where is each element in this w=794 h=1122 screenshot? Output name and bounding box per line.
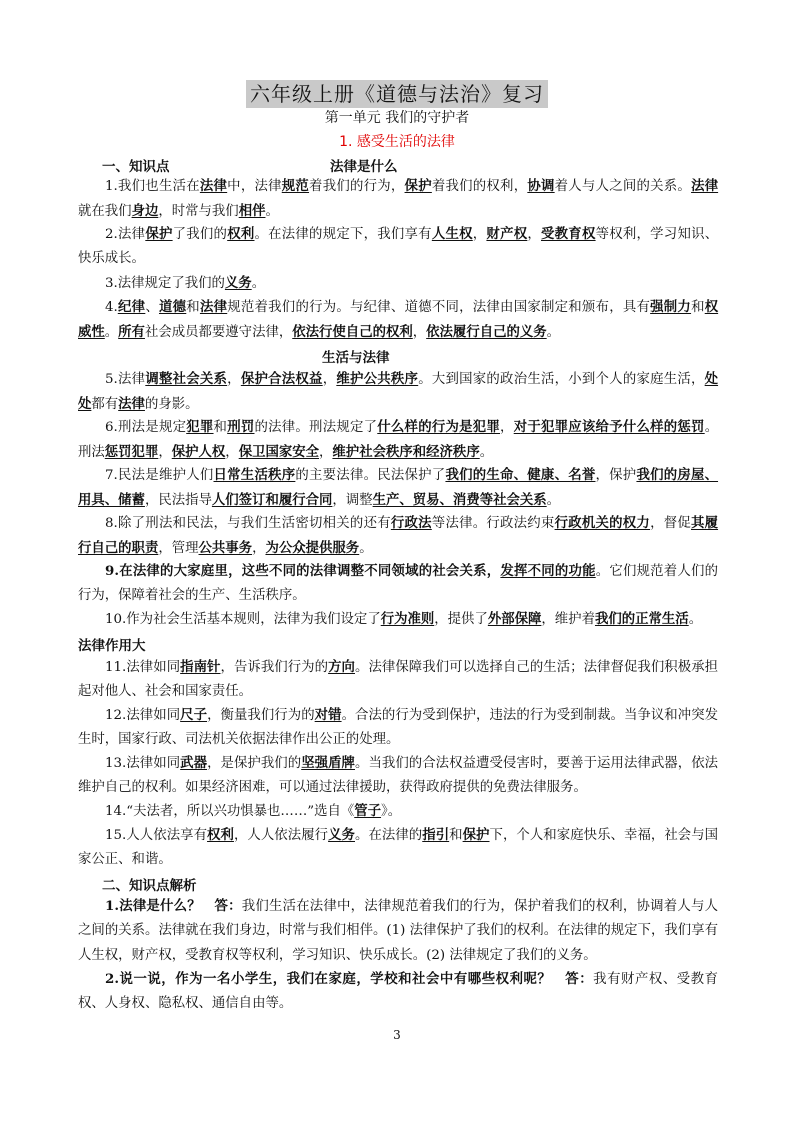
subheading-law-role: 法律作用大 (78, 638, 146, 654)
subheading-life-law: 生活与法律 (322, 350, 390, 366)
paragraph-4: 4.纪律、道德和法律规范着我们的行为。与纪律、道德不同，法律由国家制定和颁布，具有强制力和权威性。所有社会成员都要遵守法律，依法行使自己的权利，依法履行自己的义务。 (78, 299, 719, 341)
qa-2: 2.说一说，作为一名小学生，我们在家庭，学校和社会中有哪些权利呢？ 答：我有财产权、受教育权、人身权、隐私权、通信自由等。 (78, 971, 719, 1012)
paragraph-2: 2.法律保护了我们的权利。在法律的规定下，我们享有人生权，财产权，受教育权等权利，学习知识、快乐成长。 (78, 226, 719, 267)
paragraph-5: 5.法律调整社会关系，保护合法权益，维护公共秩序。大到国家的政治生活，小到个人的家庭生活，处处都有法律的身影。 (78, 371, 719, 413)
page-number: 3 (393, 1028, 401, 1042)
qa-1: 1.法律是什么？ 答：我们生活在法律中，法律规范着我们的行为，保护着我们的权利，协调着人与人之间的关系。法律就在我们身边，时常与我们相伴。(1) 法律保护了我们的权利。在法律的规定下，我们享有人生权，财产权，受教育权等权利，学习知识、快乐成长。(2) 法律规定了我们的义务。 (78, 898, 718, 963)
paragraph-12: 12.法律如同尺子，衡量我们行为的对错。合法的行为受到保护，违法的行为受到制裁。当争议和冲突发生时，国家行政、司法机关依据法律作出公正的处理。 (78, 707, 719, 748)
paragraph-14: 14.“夫法者，所以兴功惧暴也……”选自《管子》。 (105, 803, 402, 819)
paragraph-3: 3.法律规定了我们的义务。 (105, 275, 266, 291)
paragraph-1: 1.我们也生活在法律中，法律规范着我们的行为，保护着我们的权利，协调着人与人之间的关系。法律就在我们身边，时常与我们相伴。 (78, 178, 719, 220)
paragraph-11: 11.法律如同指南针，告诉我们行为的方向。法律保障我们可以选择自己的生活；法律督促我们积极承担起对他人、社会和国家责任。 (78, 659, 719, 700)
section-heading-knowledge: 一、知识点 (102, 159, 170, 175)
paragraph-6: 6.刑法是规定犯罪和刑罚的法律。刑法规定了什么样的行为是犯罪，对于犯罪应该给予什么样的惩罚。刑法惩罚犯罪，保护人权，保卫国家安全，维护社会秩序和经济秩序。 (78, 419, 719, 461)
paragraph-9: 9.在法律的大家庭里，这些不同的法律调整不同领域的社会关系，发挥不同的功能。它们规范着人们的行为，保障着社会的生产、生活秩序。 (78, 563, 719, 604)
paragraph-10: 10.作为社会生活基本规则，法律为我们设定了行为准则，提供了外部保障，维护着我们的正常生活。 (105, 611, 703, 627)
unit-heading: 第一单元 我们的守护者 (324, 110, 470, 126)
subheading-law-what: 法律是什么 (330, 159, 398, 175)
lesson-heading: 1. 感受生活的法律 (339, 134, 455, 150)
paragraph-7: 7.民法是维护人们日常生活秩序的主要法律。民法保护了我们的生命、健康、名誉，保护我们的房屋、用具、储蓄，民法指导人们签订和履行合同，调整生产、贸易、消费等社会关系。 (78, 467, 719, 509)
paragraph-15: 15.人人依法享有权利，人人依法履行义务。在法律的指引和保护下，个人和家庭快乐、幸福，社会与国家公正、和谐。 (78, 827, 719, 868)
document-title: 六年级上册《道德与法治》复习 (0, 78, 794, 107)
paragraph-13: 13.法律如同武器，是保护我们的坚强盾牌。当我们的合法权益遭受侵害时，要善于运用法律武器，依法维护自己的权利。如果经济困难，可以通过法律援助，获得政府提供的免费法律服务。 (78, 755, 719, 796)
section-heading-analysis: 二、知识点解析 (102, 878, 197, 894)
paragraph-8: 8.除了刑法和民法，与我们生活密切相关的还有行政法等法律。行政法约束行政机关的权力，督促其履行自己的职责，管理公共事务，为公众提供服务。 (78, 515, 719, 557)
